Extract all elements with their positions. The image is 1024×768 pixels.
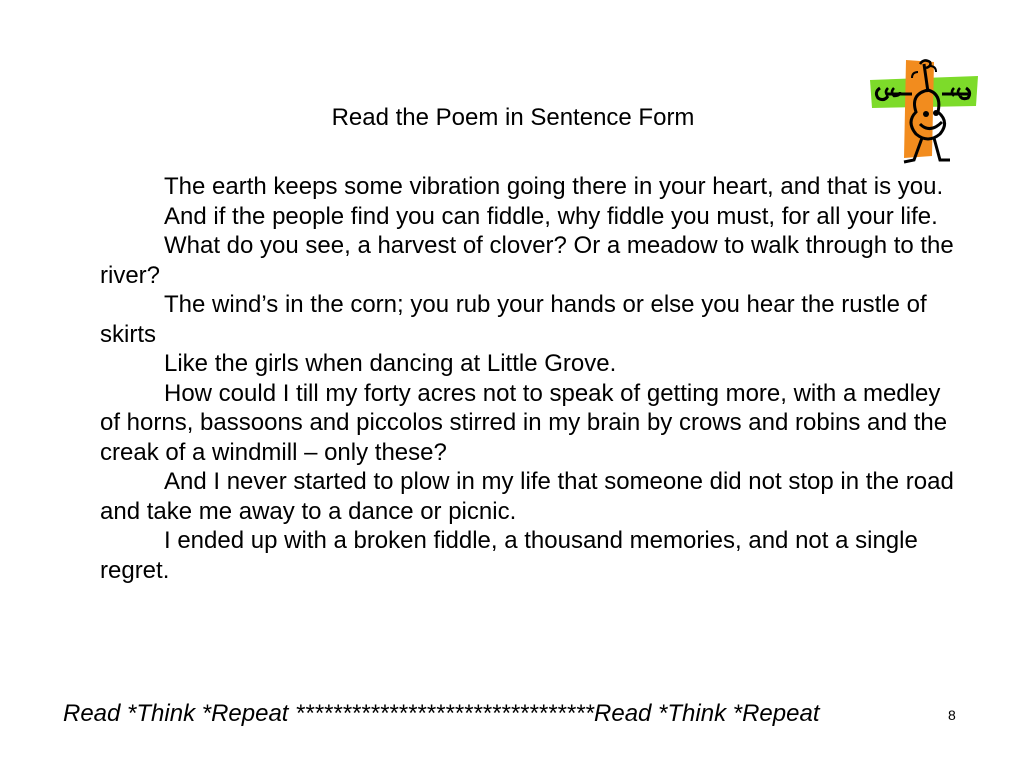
page-title-text: Read the Poem in Sentence Form bbox=[331, 104, 695, 131]
poem-paragraph: What do you see, a harvest of clover? Or a meadow to walk through to the river? bbox=[100, 232, 954, 289]
poem-paragraph: How could I till my forty acres not to speak of getting more, with a medley of horns, bassoons and piccolos stirred in my brain by crows and robins and the creak of a windmill – only these? bbox=[100, 379, 948, 466]
poem-paragraph: And if the people find you can fiddle, why fiddle you must, for all your life. bbox=[164, 202, 938, 230]
page-number: 8 bbox=[948, 707, 956, 723]
poem-paragraph: I ended up with a broken fiddle, a thousand memories, and not a single regret. bbox=[100, 527, 918, 584]
poem-paragraph: The earth keeps some vibration going there in your heart, and that is you. bbox=[164, 173, 944, 200]
poem-paragraph: And I never started to plow in my life that someone did not stop in the road and take me away to a dance or picnic. bbox=[100, 468, 954, 525]
poem-paragraph: The wind’s in the corn; you rub your hands or else you hear the rustle of skirts bbox=[100, 291, 927, 348]
fiddle-clipart-icon bbox=[868, 58, 980, 166]
poem-body bbox=[100, 172, 962, 585]
poem-paragraph: Like the girls when dancing at Little Grove. bbox=[164, 350, 617, 377]
footer-text: Read *Think *Repeat ********************************Read *Think *Repeat bbox=[63, 700, 820, 727]
